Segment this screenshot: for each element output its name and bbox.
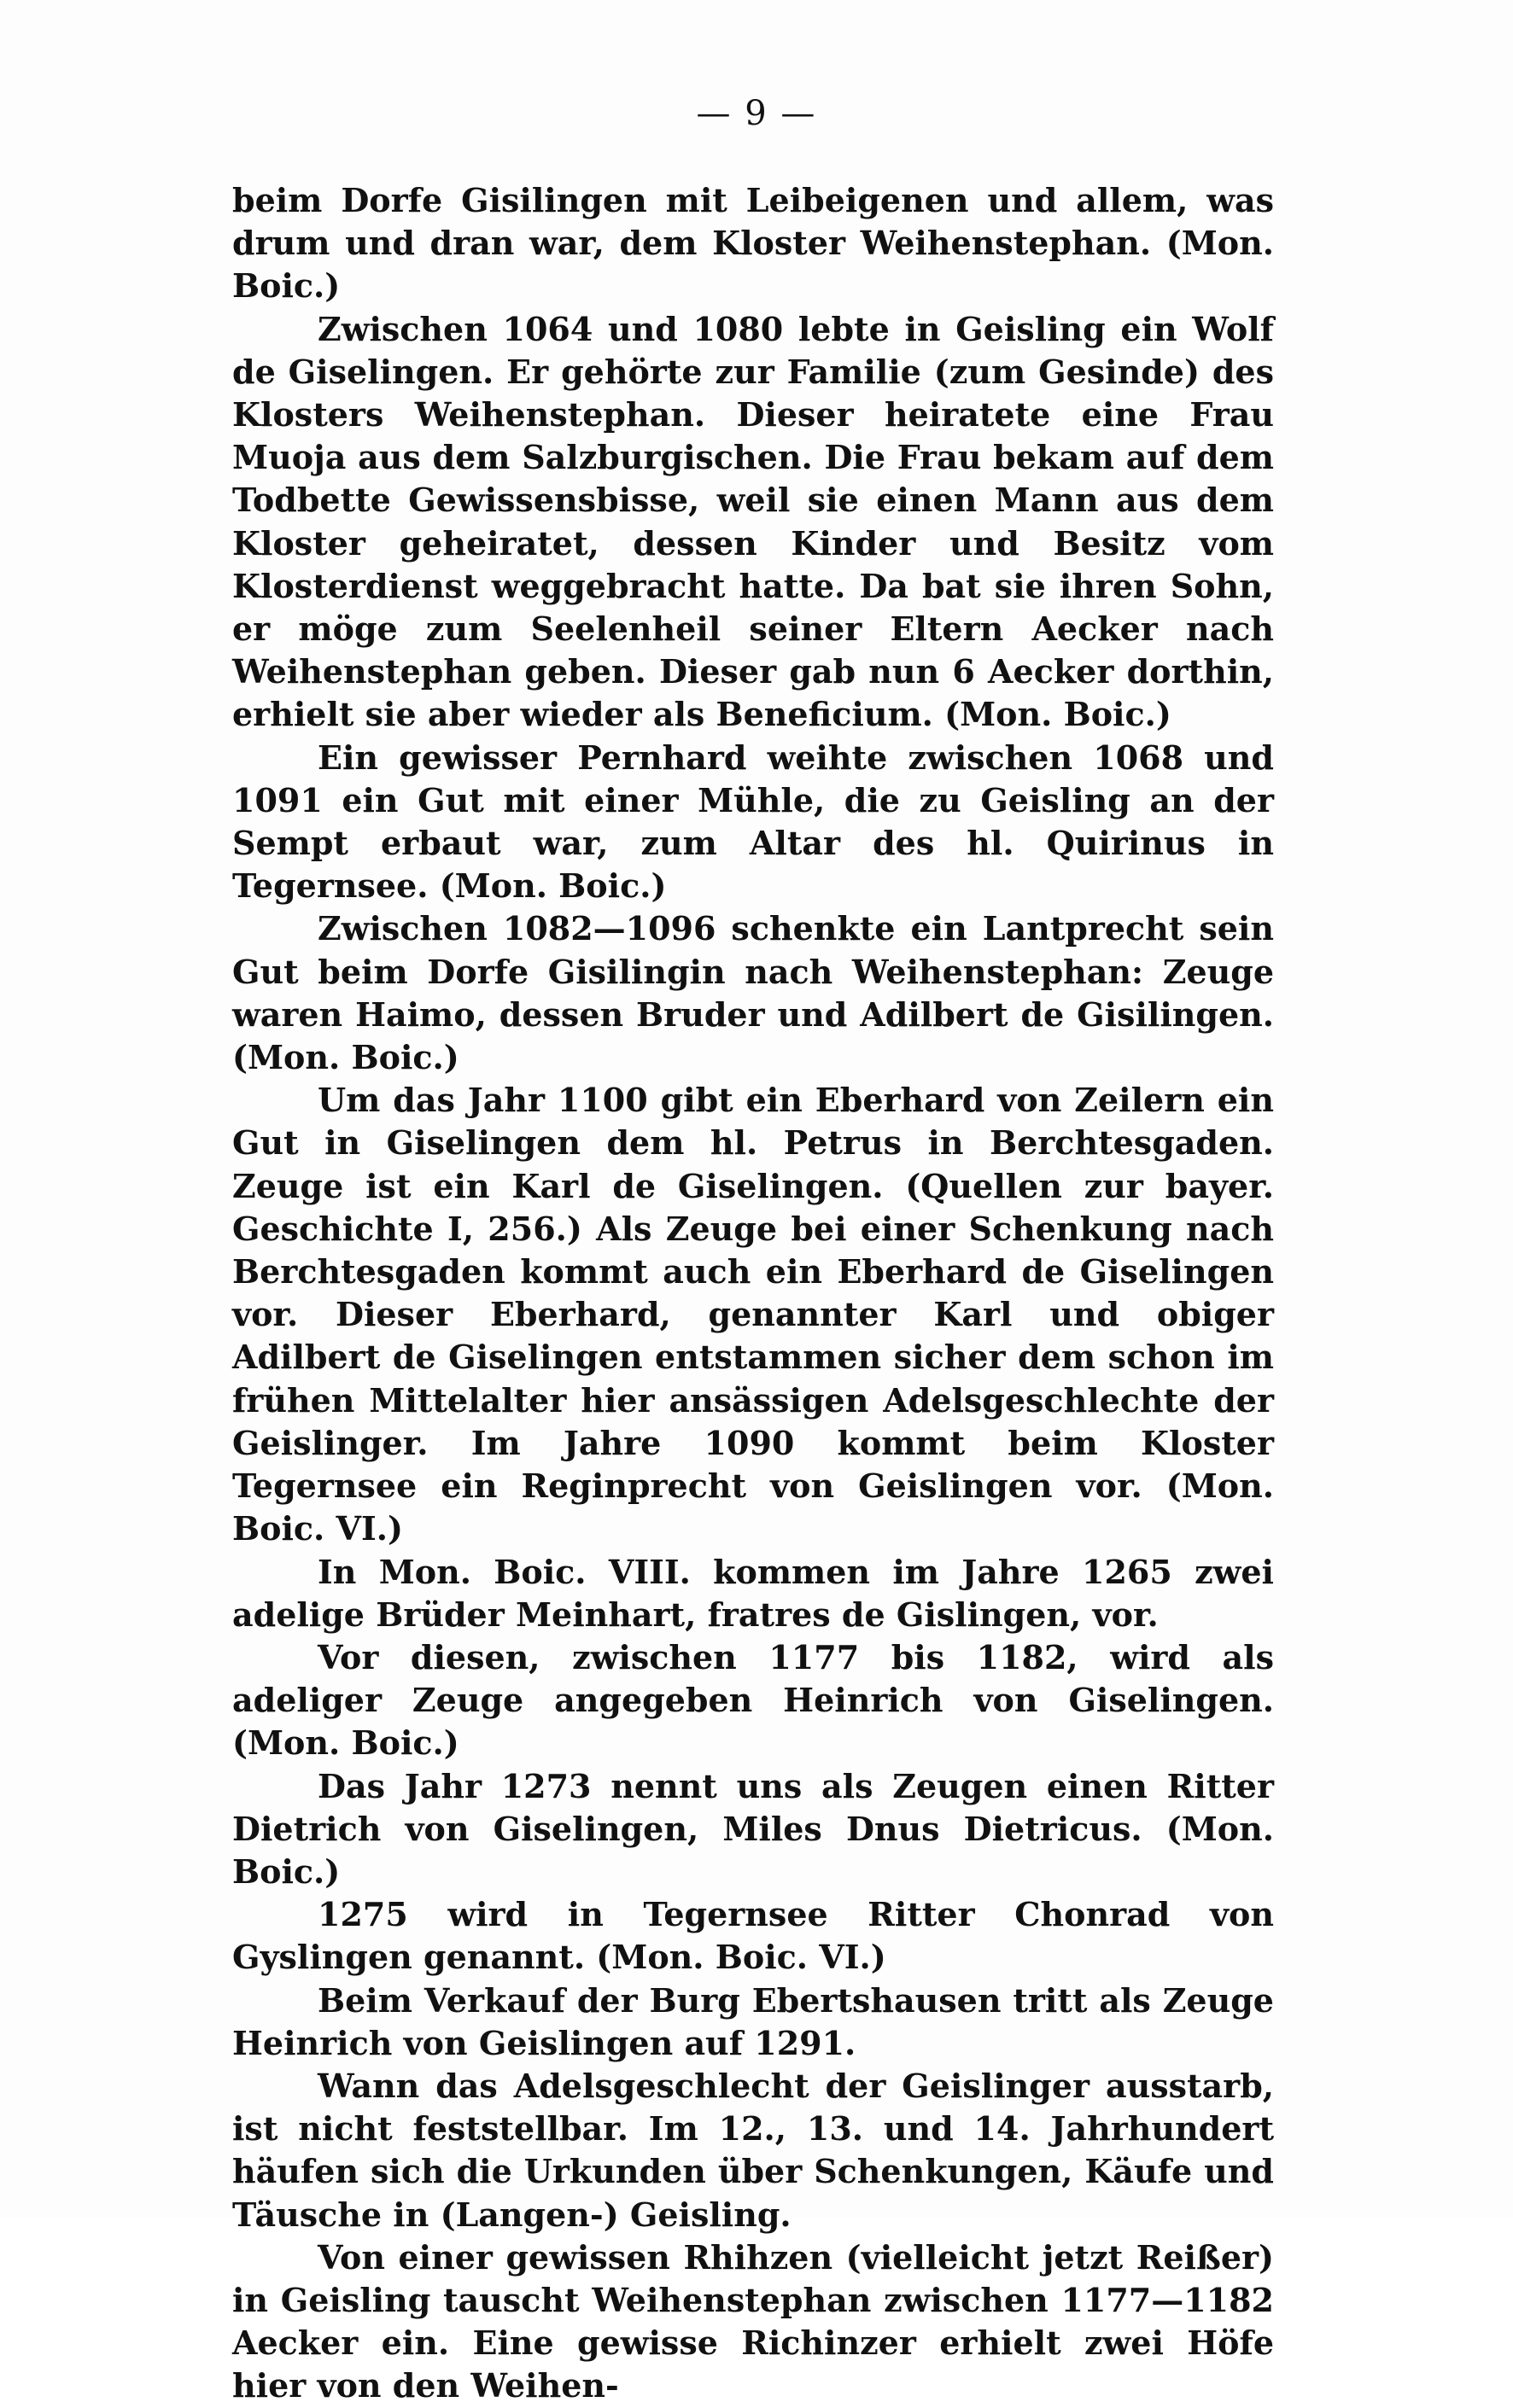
- page-number: — 9 —: [696, 94, 817, 133]
- paragraph: Das Jahr 1273 nennt uns als Zeugen einen Ritter Dietrich von Giselingen, Miles Dnus Dietricus. (Mon. Boic.): [232, 1766, 1274, 1891]
- paragraph: In Mon. Boic. VIII. kommen im Jahre 1265 zwei adelige Brüder Meinhart, fratres de Gislingen, vor.: [232, 1552, 1274, 1634]
- paragraph: Zwischen 1064 und 1080 lebte in Geisling ein Wolf de Giselingen. Er gehörte zur Familie (zum Gesinde) des Klosters Weihenstephan. Dieser heiratete eine Frau Muoja aus dem Salzburgischen. Die Frau bekam auf dem Todbette Gewissensbisse, weil sie einen Mann aus dem Kloster geheiratet, dessen Kinder und Besitz vom Klosterdienst weggebracht hatte. Da bat sie ihren Sohn, er möge zum Seelenheil seiner Eltern Aecker nach Weihenstephan geben. Dieser gab nun 6 Aecker dorthin, erhielt sie aber wieder als Beneficium. (Mon. Boic.): [232, 309, 1274, 734]
- paragraph: Beim Verkauf der Burg Ebertshausen tritt als Zeuge Heinrich von Geislingen auf 1291.: [232, 1980, 1274, 2062]
- paragraph: Wann das Adelsgeschlecht der Geislinger ausstarb, ist nicht feststellbar. Im 12., 13. und 14. Jahrhundert häufen sich die Urkunden über Schenkungen, Käufe und Täusche in (Langen-) Geisling.: [232, 2066, 1274, 2234]
- paragraph: Um das Jahr 1100 gibt ein Eberhard von Zeilern ein Gut in Giselingen dem hl. Petrus in Berchtesgaden. Zeuge ist ein Karl de Giselingen. (Quellen zur bayer. Geschichte I, 256.) Als Zeuge bei einer Schenkung nach Berchtesgaden kommt auch ein Eberhard de Giselingen vor. Dieser Eberhard, genannter Karl und obiger Adilbert de Giselingen entstammen sicher dem schon im frühen Mittelalter hier ansässigen Adelsgeschlechte der Geislinger. Im Jahre 1090 kommt beim Kloster Tegernsee ein Reginprecht von Geislingen vor. (Mon. Boic. VI.): [232, 1081, 1274, 1548]
- paragraph: 1275 wird in Tegernsee Ritter Chonrad von Gyslingen genannt. (Mon. Boic. VI.): [232, 1895, 1274, 1977]
- paragraph: Zwischen 1082—1096 schenkte ein Lantprecht sein Gut beim Dorfe Gisilingin nach Weihenstephan: Zeuge waren Haimo, dessen Bruder und Adilbert de Gisilingen. (Mon. Boic.): [232, 909, 1274, 1077]
- paragraph: Von einer gewissen Rhihzen (vielleicht jetzt Reißer) in Geisling tauscht Weihenstephan zwischen 1177—1182 Aecker ein. Eine gewisse Richinzer erhielt zwei Höfe hier von den Weihen-: [232, 2237, 1274, 2405]
- paragraph: beim Dorfe Gisilingen mit Leibeigenen und allem, was drum und dran war, dem Kloster Weihenstephan. (Mon. Boic.): [232, 181, 1274, 306]
- paragraph: Ein gewisser Pernhard weihte zwischen 1068 und 1091 ein Gut mit einer Mühle, die zu Geisling an der Sempt erbaut war, zum Altar des hl. Quirinus in Tegernsee. (Mon. Boic.): [232, 738, 1274, 906]
- paragraph: Vor diesen, zwischen 1177 bis 1182, wird als adeliger Zeuge angegeben Heinrich von Giselingen. (Mon. Boic.): [232, 1637, 1274, 1763]
- body-text: [232, 179, 1274, 2408]
